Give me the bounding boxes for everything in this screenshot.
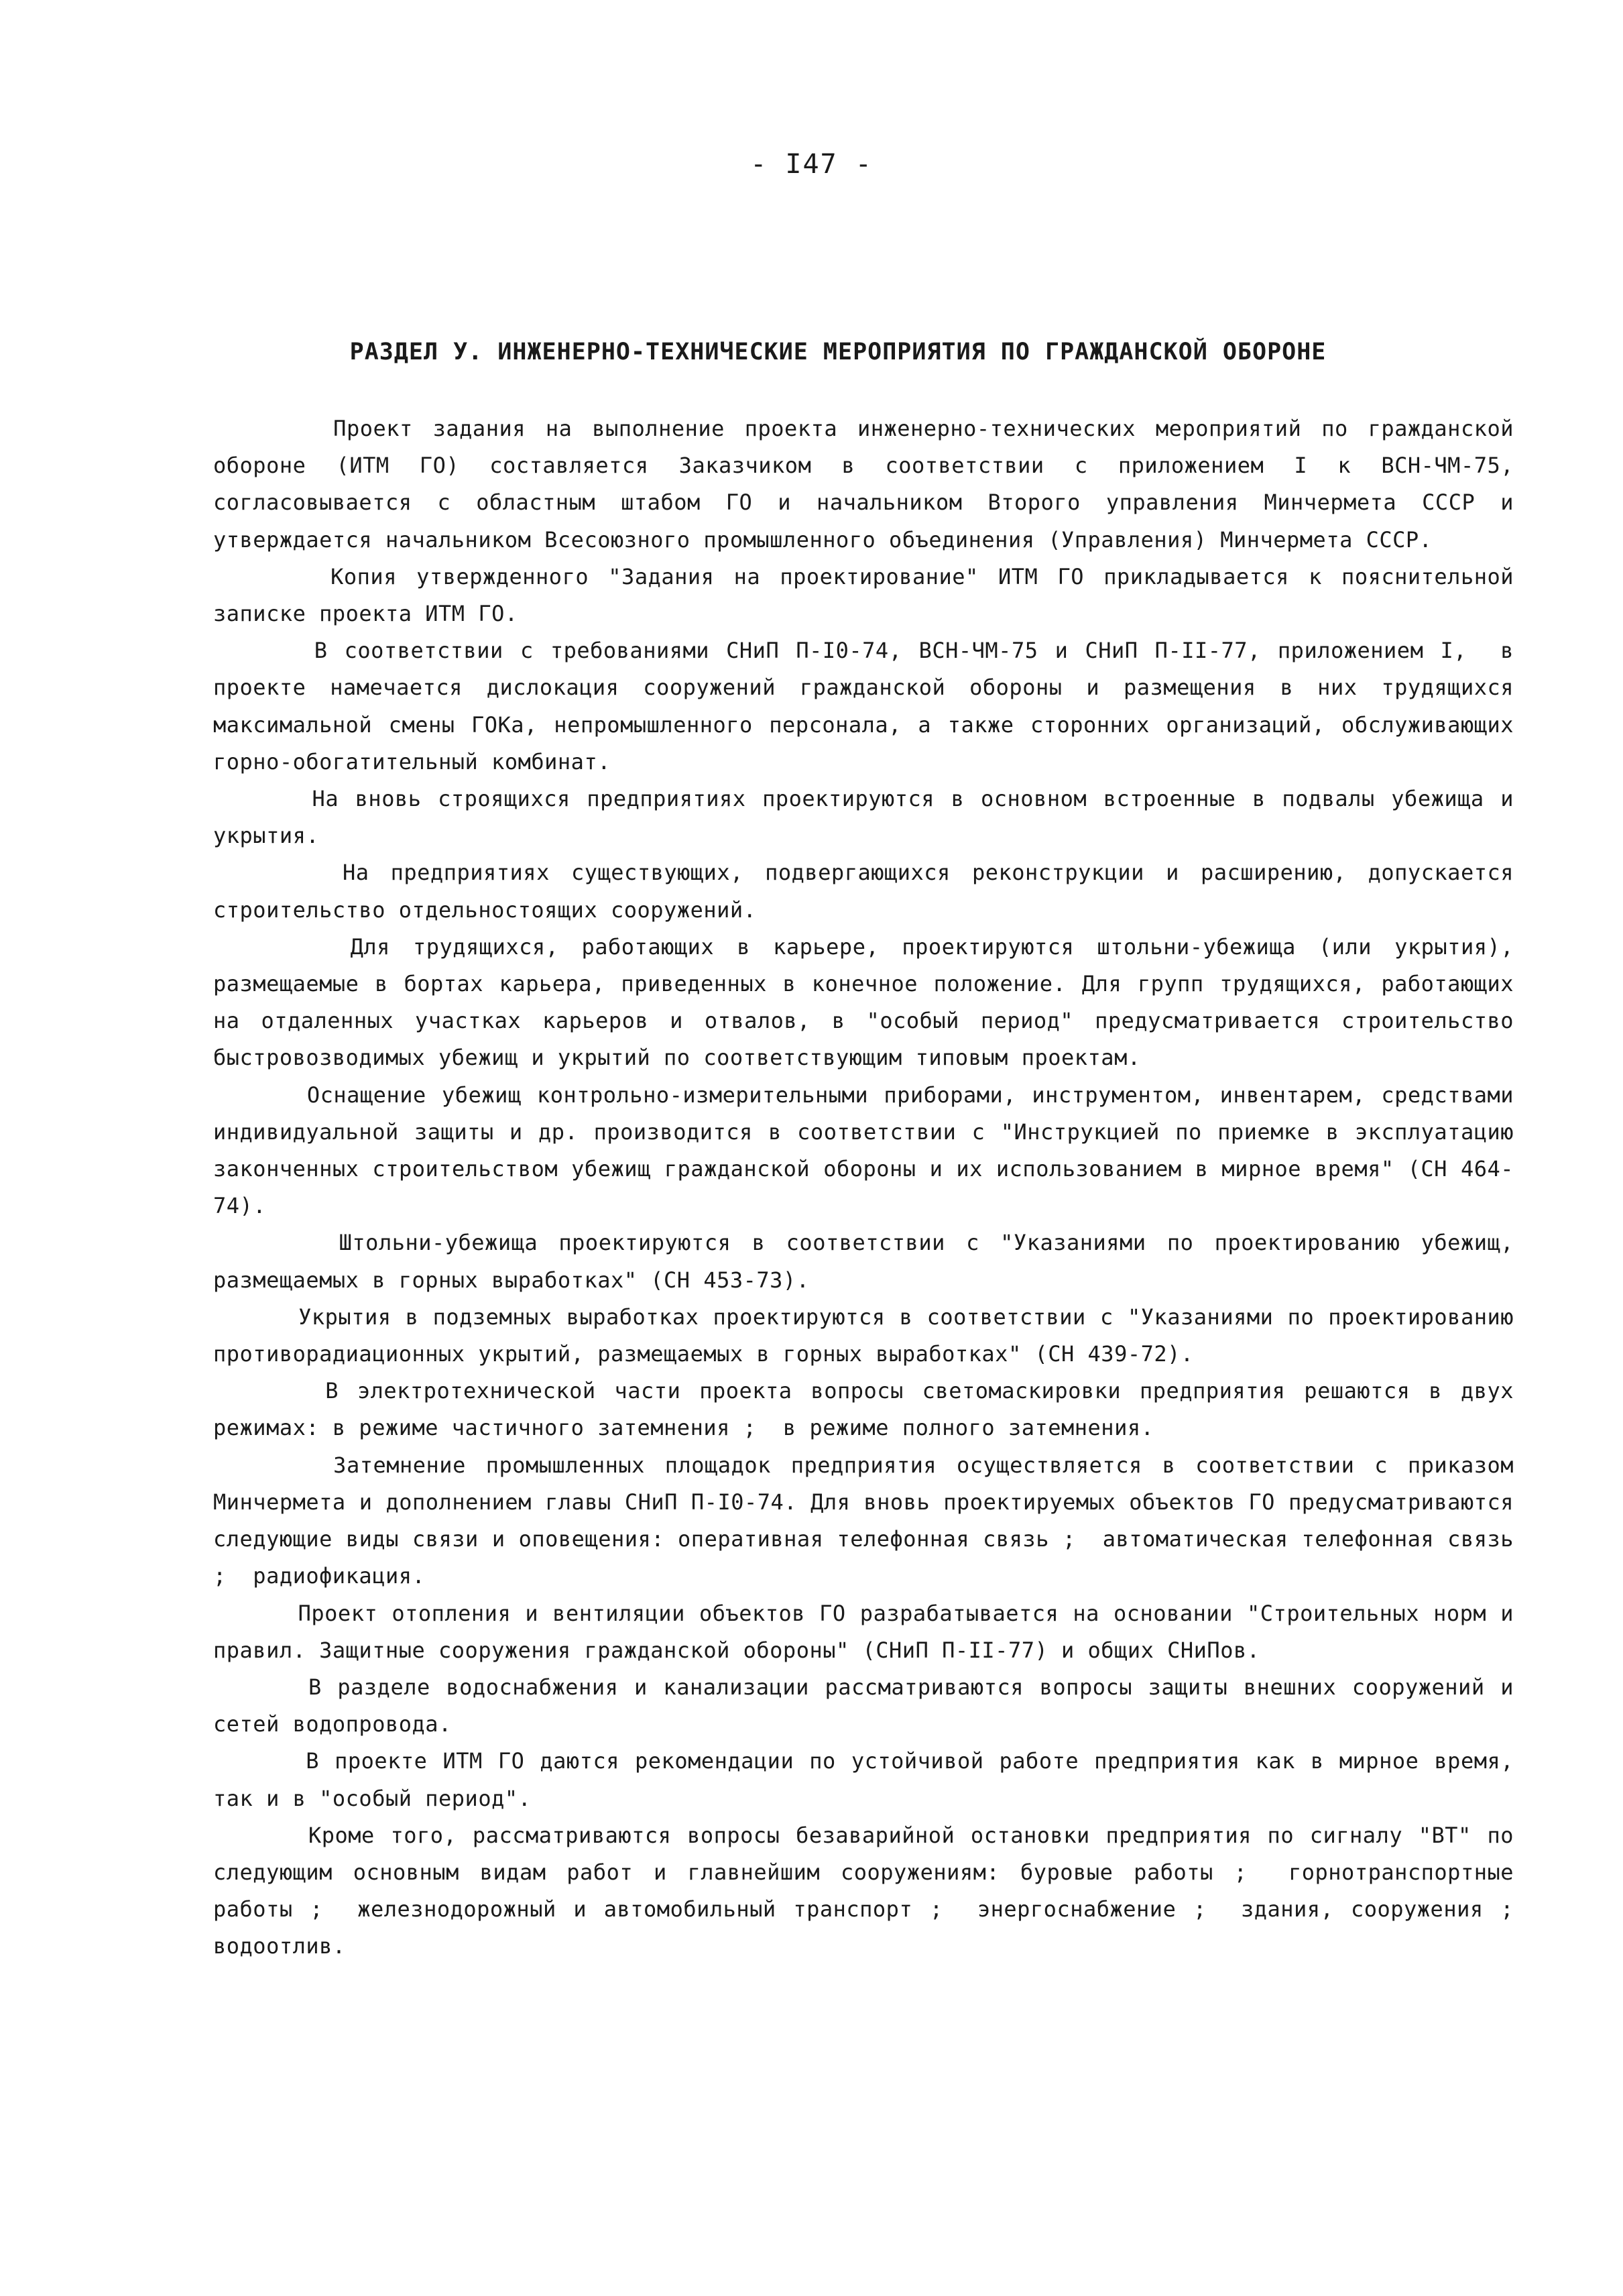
section-title: РАЗДЕЛ У. ИНЖЕНЕРНО-ТЕХНИЧЕСКИЕ МЕРОПРИЯТИЯ ПО ГРАЖДАНСКОЙ ОБОРОНЕ [349, 339, 1327, 365]
paragraph: В проекте ИТМ ГО даются рекомендации по устойчивой работе предприятия как в мирное время, так и в "особый период". [213, 1748, 1527, 1811]
body-text [213, 410, 1541, 1965]
paragraph: Проект задания на выполнение проекта инженерно-технических мероприятий по гражданской обороне (ИТМ ГО) составляется Заказчиком в соответствии с приложением I к ВСН-ЧМ-75, согласовывается с областным штабом ГО и начальником Второго управления Минчермета СССР и утверждается начальником Всесоюзного промышленного объединения (Управления) Минчермета СССР. [213, 416, 1527, 553]
paragraph: На вновь строящихся предприятиях проектируются в основном встроенные в подвалы убежища и укрытия. [213, 786, 1527, 849]
paragraph: В электротехнической части проекта вопросы светомаскировки предприятия решаются в двух режимах: в режиме частичного затемнения ; в режиме полного затемнения. [213, 1378, 1527, 1441]
paragraph: Для трудящихся, работающих в карьере, проектируются штольни-убежища (или укрытия), размещаемые в бортах карьера, приведенных в конечное положение. Для групп трудящихся, работающих на отдаленных участках карьеров и отвалов, в "особый период" предусматривается строительство быстровозводимых убежищ и укрытий по соответствующим типовым проектам. [213, 933, 1541, 1071]
paragraph: Копия утвержденного "Задания на проектирование" ИТМ ГО прикладывается к пояснительной записке проекта ИТМ ГО. [213, 563, 1527, 627]
paragraph: Кроме того, рассматриваются вопросы безаварийной остановки предприятия по сигналу "ВТ" по следующим основным видам работ и главнейшим сооружениям: буровые работы ; горнотранспортные работы ; железнодорожный и автомобильный транспорт ; энергоснабжение ; здания, сооружения ; водоотлив. [213, 1822, 1541, 1959]
paragraph: На предприятиях существующих, подвергающихся реконструкции и расширению, допускается строительство отдельностоящих сооружений. [213, 860, 1527, 923]
paragraph: Проект отопления и вентиляции объектов ГО разрабатывается на основании "Строительных норм и правил. Защитные сооружения гражданской обороны" (СНиП П-II-77) и общих СНиПов. [213, 1600, 1527, 1663]
paragraph: В соответствии с требованиями СНиП П-I0-74, ВСН-ЧМ-75 и СНиП П-II-77, приложением I, в проекте намечается дислокация сооружений гражданской обороны и размещения в них трудящихся максимальной смены ГОКа, непромышленного персонала, а также сторонних организаций, обслуживающих горно-обогатительный комбинат. [213, 638, 1527, 774]
paragraph: В разделе водоснабжения и канализации рассматриваются вопросы защиты внешних сооружений и сетей водопровода. [213, 1674, 1527, 1737]
paragraph: Затемнение промышленных площадок предприятия осуществляется в соответствии с приказом Минчермета и дополнением главы СНиП П-I0-74. Для вновь проектируемых объектов ГО предусматриваются следующие виды связи и оповещения: оперативная телефонная связь ; автоматическая телефонная связь ; радиофикация. [213, 1452, 1527, 1589]
paragraph: Укрытия в подземных выработках проектируются в соответствии с "Указаниями по проектированию противорадиационных укрытий, размещаемых в горных выработках" (СН 439-72). [213, 1304, 1527, 1367]
paragraph: Оснащение убежищ контрольно-измерительными приборами, инструментом, инвентарем, средствами индивидуальной защиты и др. производится в соответствии с "Инструкцией по приемке в эксплуатацию законченных строительством убежищ гражданской обороны и их использованием в мирное время" (СН 464-74). [213, 1082, 1527, 1219]
page-number: - I47 - [750, 149, 873, 180]
paragraph: Штольни-убежища проектируются в соответствии с "Указаниями по проектированию убежищ, размещаемых в горных выработках" (СН 453-73). [213, 1230, 1541, 1293]
